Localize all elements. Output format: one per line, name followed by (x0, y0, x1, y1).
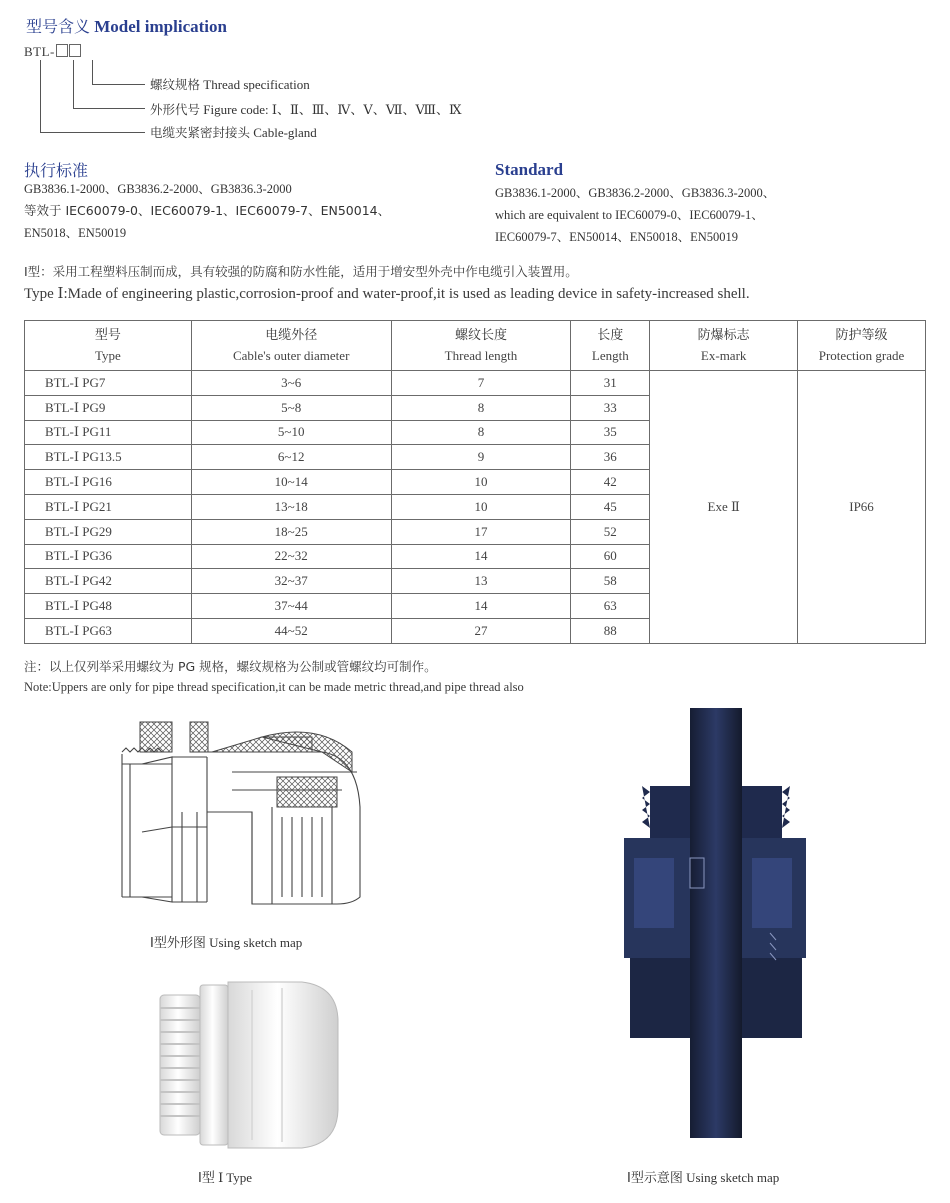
cell-ex-mark: Exe Ⅱ (650, 371, 798, 644)
header-type: 型号 Type (25, 321, 192, 371)
cell-diameter: 37~44 (191, 594, 391, 619)
cell-thread: 13 (391, 569, 571, 594)
header-thread-length: 螺纹长度 Thread length (391, 321, 571, 371)
standard-cn-line: EN5018、EN50019 (24, 226, 127, 240)
spec-table (24, 320, 926, 644)
cell-type: BTL-Ⅰ PG63 (25, 618, 192, 643)
cell-length: 45 (571, 494, 650, 519)
figure-code-cn: 外形代号 (150, 102, 201, 117)
cell-diameter: 13~18 (191, 494, 391, 519)
cell-length: 31 (571, 371, 650, 396)
standard-title-en: Standard (495, 160, 564, 179)
cell-thread: 27 (391, 618, 571, 643)
code-box-1 (56, 44, 68, 57)
model-title-en: Model implication (94, 17, 227, 36)
cable-gland-en: Cable-gland (253, 125, 317, 140)
model-code-prefix: BTL- (24, 44, 55, 59)
cell-type: BTL-Ⅰ PG29 (25, 519, 192, 544)
cell-type: BTL-Ⅰ PG42 (25, 569, 192, 594)
header-diameter: 电缆外径 Cable's outer diameter (191, 321, 391, 371)
model-code (24, 44, 81, 60)
model-title-cn: 型号含义 (26, 17, 91, 36)
cell-length: 33 (571, 395, 650, 420)
type-desc-cn: Ⅰ型：采用工程塑料压制而成，具有较强的防腐和防水性能，适用于增安型外壳中作电缆引入装置用。 (24, 264, 578, 279)
tree-line-h1 (92, 84, 145, 85)
cell-length: 63 (571, 594, 650, 619)
standard-en-line: IEC60079-7、EN50014、EN50018、EN50019 (495, 230, 739, 244)
cell-type: BTL-Ⅰ PG16 (25, 470, 192, 495)
sketch-caption (150, 932, 302, 951)
cell-type: BTL-Ⅰ PG9 (25, 395, 192, 420)
cell-length: 52 (571, 519, 650, 544)
cell-thread: 14 (391, 594, 571, 619)
cell-diameter: 32~37 (191, 569, 391, 594)
cell-type: BTL-Ⅰ PG7 (25, 371, 192, 396)
cell-thread: 8 (391, 420, 571, 445)
model-item-figure (150, 99, 462, 118)
standard-en-line: GB3836.1-2000、GB3836.2-2000、GB3836.3-2000、 (495, 186, 776, 200)
model-item-thread (150, 75, 310, 93)
cell-diameter: 3~6 (191, 371, 391, 396)
standard-title-cn: 执行标准 (24, 161, 89, 180)
photo-caption-en: Ⅰ Type (218, 1170, 253, 1185)
outline-sketch-drawing (112, 712, 372, 922)
cell-diameter: 18~25 (191, 519, 391, 544)
cable-gland-cn: 电缆夹紧密封接头 (150, 125, 251, 140)
cell-thread: 14 (391, 544, 571, 569)
cell-thread: 10 (391, 470, 571, 495)
cell-protection: IP66 (798, 371, 926, 644)
tree-line-v3 (40, 60, 41, 132)
cell-diameter: 5~10 (191, 420, 391, 445)
cell-diameter: 6~12 (191, 445, 391, 470)
cell-thread: 17 (391, 519, 571, 544)
cell-diameter: 22~32 (191, 544, 391, 569)
cell-diameter: 5~8 (191, 395, 391, 420)
photo-caption-cn: Ⅰ型 (198, 1171, 215, 1186)
tree-line-h3 (40, 132, 145, 133)
cross-section-drawing (620, 708, 810, 1138)
cell-length: 58 (571, 569, 650, 594)
cell-diameter: 44~52 (191, 618, 391, 643)
section-caption (627, 1167, 779, 1186)
type-desc-en: Type Ⅰ:Made of engineering plastic,corrosion-proof and water-proof,it is used as leading device in safety-increased shell. (24, 286, 750, 302)
model-item-gland (150, 123, 317, 141)
cell-thread: 8 (391, 395, 571, 420)
cell-thread: 10 (391, 494, 571, 519)
cell-length: 60 (571, 544, 650, 569)
cell-type: BTL-Ⅰ PG13.5 (25, 445, 192, 470)
cell-diameter: 10~14 (191, 470, 391, 495)
code-box-2 (69, 44, 81, 57)
cell-length: 35 (571, 420, 650, 445)
note-cn: 注：以上仅列举采用螺纹为 PG 规格，螺纹规格为公制或管螺纹均可制作。 (24, 659, 437, 674)
note-en: Note:Uppers are only for pipe thread specification,it can be made metric thread,and pipe thread also (24, 680, 524, 694)
header-protection: 防护等级 Protection grade (798, 321, 926, 371)
standard-cn-line: GB3836.1-2000、GB3836.2-2000、GB3836.3-2000 (24, 182, 292, 196)
table-header-row (25, 321, 926, 371)
standard-en-line: which are equivalent to IEC60079-0、IEC60079-1、 (495, 208, 764, 222)
figure-code-en: Figure code: Ⅰ、Ⅱ、Ⅲ、Ⅳ、Ⅴ、Ⅶ、Ⅷ、Ⅸ (203, 102, 462, 117)
tree-line-v2 (73, 60, 74, 108)
cell-length: 88 (571, 618, 650, 643)
photo-caption (198, 1167, 252, 1186)
standard-cn-block (24, 178, 390, 244)
table-row (25, 371, 926, 396)
header-length: 长度 Length (571, 321, 650, 371)
cell-length: 36 (571, 445, 650, 470)
cell-thread: 9 (391, 445, 571, 470)
thread-spec-en: Thread specification (203, 77, 310, 92)
thread-spec-cn: 螺纹规格 (150, 77, 201, 92)
tree-line-v1 (92, 60, 93, 84)
cell-type: BTL-Ⅰ PG21 (25, 494, 192, 519)
cell-type: BTL-Ⅰ PG36 (25, 544, 192, 569)
tree-line-h2 (73, 108, 145, 109)
cell-thread: 7 (391, 371, 571, 396)
sketch-caption-en: Using sketch map (209, 935, 303, 950)
sketch-caption-cn: Ⅰ型外形图 (150, 936, 206, 951)
section-caption-cn: Ⅰ型示意图 (627, 1171, 683, 1186)
standard-cn-line: 等效于 IEC60079-0、IEC60079-1、IEC60079-7、EN50014、 (24, 203, 391, 218)
header-ex-mark: 防爆标志 Ex-mark (650, 321, 798, 371)
cell-type: BTL-Ⅰ PG48 (25, 594, 192, 619)
model-implication-title (26, 14, 227, 37)
standard-en-block (495, 182, 775, 248)
section-caption-en: Using sketch map (686, 1170, 780, 1185)
gland-product-photo (152, 980, 342, 1150)
cell-type: BTL-Ⅰ PG11 (25, 420, 192, 445)
cell-length: 42 (571, 470, 650, 495)
